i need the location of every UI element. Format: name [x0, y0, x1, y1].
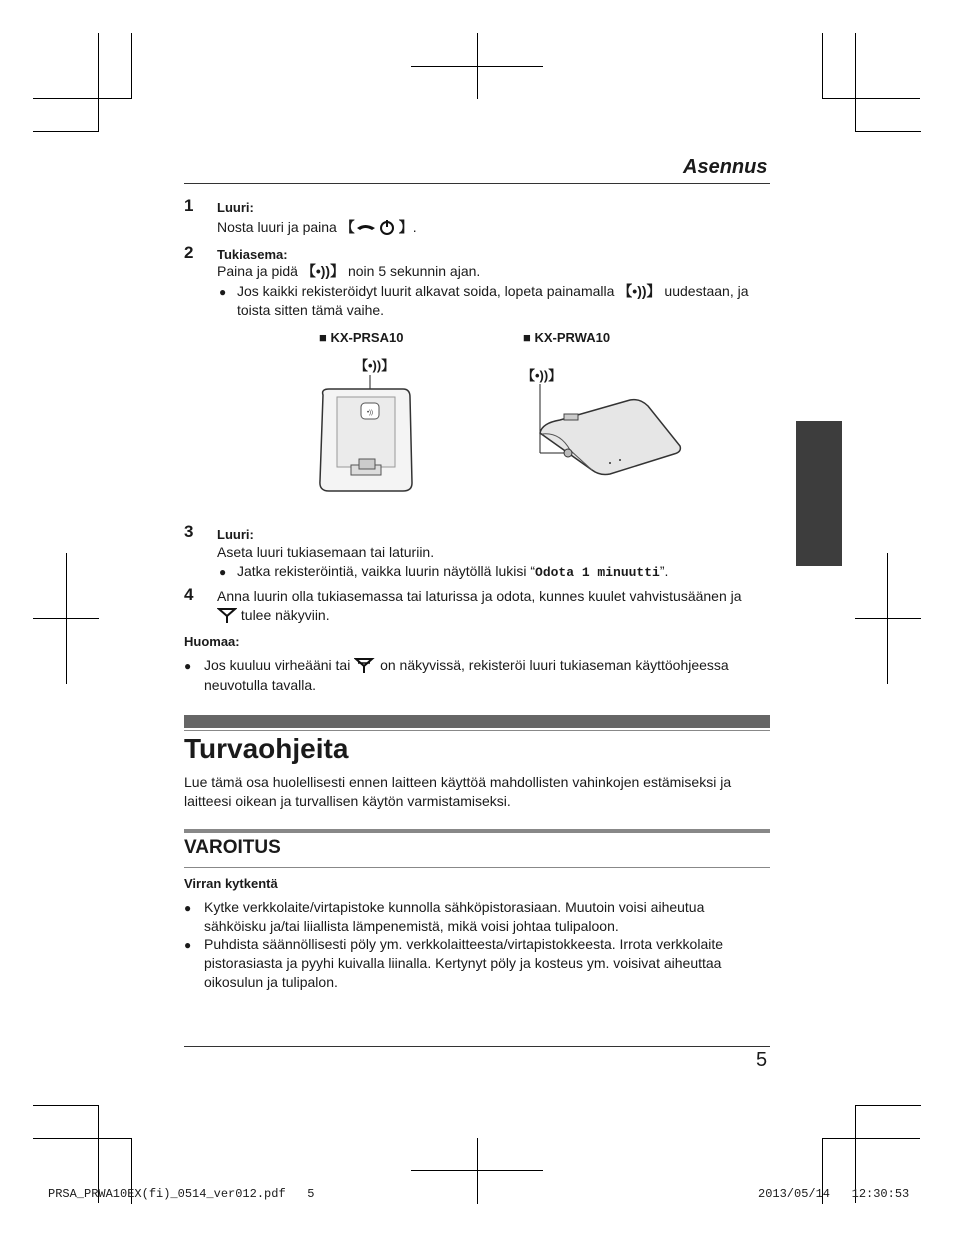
- intro-text: Lue tämä osa huolellisesti ennen laitteen käyttöä mahdollisten vahinkojen estämiseksi ja: [184, 774, 732, 790]
- crop-mark: [33, 1105, 99, 1106]
- footer-timestamp: 2013/05/14 12:30:53: [758, 1187, 910, 1201]
- bullet-text: Jos kaikki rekisteröidyt luurit alkavat soida, lopeta painamalla 【•))】 uudestaan, ja: [237, 283, 749, 299]
- crop-mark: [822, 1138, 920, 1139]
- subsection-rule: [184, 829, 770, 833]
- note-text: Jos kuuluu virheääni tai on näkyvissä, rekisteröi luuri tukiaseman käyttöohjeessa: [204, 657, 729, 673]
- crop-mark: [411, 1170, 543, 1171]
- crop-mark: [411, 66, 543, 67]
- figure-key-right: 【•))】: [522, 368, 562, 383]
- charger-illustration: [530, 378, 690, 478]
- step-number: 1: [184, 196, 194, 215]
- step-text: Aseta luuri tukiasemaan tai laturiin.: [217, 544, 435, 560]
- bullet-dot: ●: [184, 659, 192, 673]
- crop-mark: [33, 1138, 131, 1139]
- bullet-dot: ●: [219, 285, 227, 299]
- step-heading: Luuri:: [217, 200, 254, 215]
- step-number: 3: [184, 522, 194, 541]
- bullet-text: Jatka rekisteröintiä, vaikka luurin näytöllä lukisi “Odota 1 minuutti”.: [237, 563, 669, 580]
- crop-mark: [33, 618, 99, 619]
- figure-label-right: ■ KX-PRWA10: [523, 330, 611, 345]
- bullet-dot: ●: [219, 565, 227, 579]
- crop-mark: [855, 131, 921, 132]
- warning-text: Puhdista säännöllisesti pöly ym. verkkolaitteesta/virtapistokkeesta. Irrota verkkolaite: [204, 936, 724, 952]
- subsection-rule: [184, 867, 770, 868]
- warning-text: oikosulun ja tulipalon.: [204, 974, 338, 990]
- step-text: Anna luurin olla tukiasemassa tai laturissa ja odota, kunnes kuulet vahvistusäänen ja: [217, 588, 742, 604]
- crop-mark: [822, 98, 920, 99]
- warning-text: sähköisku ja/tai liiallista lämpenemistä, mikä voisi johtaa tulipaloon.: [204, 918, 619, 934]
- figure-key-left: 【•))】: [355, 358, 395, 373]
- bullet-text: toista sitten tämä vaihe.: [237, 302, 385, 318]
- warning-text: Kytke verkkolaite/virtapistoke kunnolla sähköpistorasiaan. Muutoin voisi aiheutua: [204, 899, 705, 915]
- note-heading: Huomaa:: [184, 634, 240, 649]
- crop-mark: [33, 131, 99, 132]
- antenna-icon: [217, 607, 237, 623]
- step-number: 4: [184, 585, 194, 604]
- svg-text:•)): •)): [366, 410, 374, 416]
- step-text: tulee näkyviin.: [217, 606, 330, 625]
- intro-text: laitteesi oikean ja turvallisen käytön varmistamiseksi.: [184, 793, 511, 809]
- chapter-tab: [796, 421, 842, 566]
- crop-mark: [855, 1105, 921, 1106]
- bullet-dot: ●: [184, 938, 192, 952]
- warning-title: VAROITUS: [184, 837, 281, 858]
- step-number: 2: [184, 243, 194, 262]
- crop-mark: [33, 98, 131, 99]
- antenna-flashing-icon: [354, 657, 376, 673]
- figure-label-left: ■ KX-PRSA10: [319, 330, 404, 345]
- step-heading: Tukiasema:: [217, 247, 288, 262]
- crop-mark: [98, 33, 99, 131]
- step-text: Paina ja pidä 【•))】 noin 5 sekunnin ajan.: [217, 263, 481, 279]
- crop-mark: [477, 1138, 478, 1204]
- page-title: Turvaohjeita: [184, 733, 349, 764]
- base-station-illustration: [315, 375, 415, 493]
- note-text: neuvotulla tavalla.: [204, 677, 317, 693]
- header-rule: [184, 183, 770, 184]
- step-heading: Luuri:: [217, 527, 254, 542]
- section-bar: [184, 715, 770, 728]
- off-hook-power-icon: [355, 219, 399, 235]
- page-number: 5: [756, 1049, 768, 1071]
- crop-mark: [855, 618, 921, 619]
- power-heading: Virran kytkentä: [184, 876, 278, 891]
- crop-mark: [131, 33, 132, 99]
- warning-text: pistorasiasta ja pyyhi kuivalla liinalla. Kertynyt pöly ja kosteus ym. voisivat aiheuttaa: [204, 955, 722, 971]
- step-text: Nosta luuri ja paina 【 】.: [217, 219, 417, 235]
- crop-mark: [855, 33, 856, 131]
- footer-filename: PRSA_PRWA10EX(fi)_0514_ver012.pdf 5: [48, 1187, 315, 1201]
- bullet-dot: ●: [184, 901, 192, 915]
- footer-rule: [184, 1046, 770, 1047]
- section-bar-thin: [184, 730, 770, 731]
- section-header: Asennus: [683, 156, 768, 178]
- crop-mark: [822, 33, 823, 99]
